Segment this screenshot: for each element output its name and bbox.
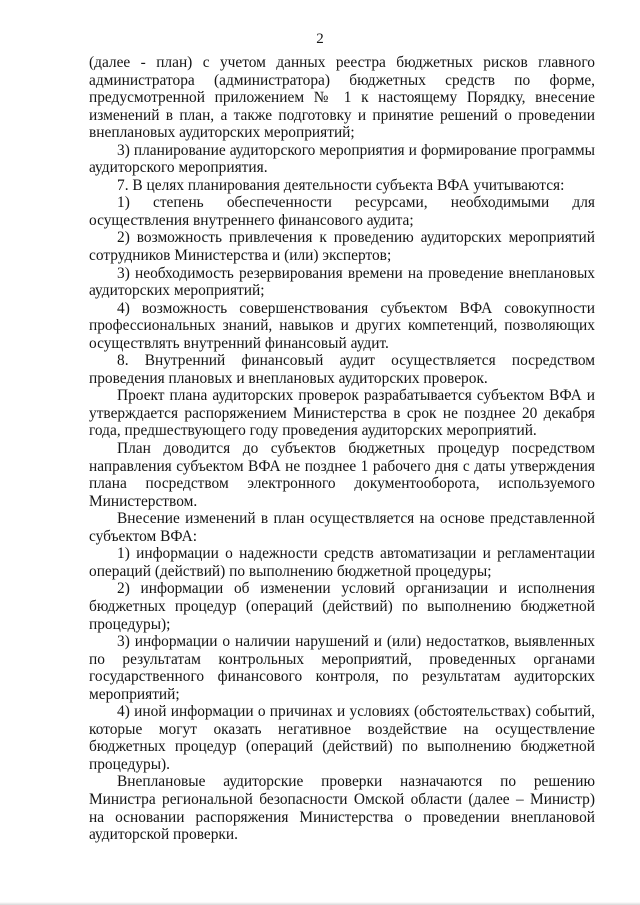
paragraph: 2) возможность привлечения к проведению аудиторских мероприятий сотрудников Министерства и (или) экспертов; bbox=[89, 229, 595, 265]
paragraph: 3) необходимость резервирования времени на проведение внеплановых аудиторских мероприятий; bbox=[89, 264, 595, 300]
paragraph: 3) информации о наличии нарушений и (или) недостатков, выявленных по результатам контрольных мероприятий, проведенных органами государственного финансового контроля, по результатам аудиторских мероприятий; bbox=[89, 633, 595, 703]
paragraph: 4) возможность совершенствования субъектом ВФА совокупности профессиональных знаний, навыков и других компетенций, позволяющих осуществлять внутренний финансовый аудит. bbox=[89, 299, 595, 352]
paragraph: 3) планирование аудиторского мероприятия и формирование программы аудиторского мероприятия. bbox=[89, 141, 595, 177]
paragraph: 2) информации об изменении условий организации и исполнения бюджетных процедур (операций (действий) по выполнению бюджетной процедуры); bbox=[89, 580, 595, 633]
paragraph: Внесение изменений в план осуществляется на основе представленной субъектом ВФА: bbox=[89, 510, 595, 545]
paragraph: 1) степень обеспеченности ресурсами, необходимыми для осуществления внутреннего финансового аудита; bbox=[89, 194, 595, 229]
paragraph: План доводится до субъектов бюджетных процедур посредством направления субъектом ВФА не позднее 1 рабочего дня с даты утверждения плана посредством электронного документооборота, используемого Министерством. bbox=[89, 440, 595, 510]
paragraph: Внеплановые аудиторские проверки назначаются по решению Министра региональной безопасности Омской области (далее – Министр) на основании распоряжения Министерства о проведении внеплановой аудиторской проверки. bbox=[89, 773, 595, 844]
document-body bbox=[89, 54, 595, 844]
page-number: 2 bbox=[316, 31, 324, 47]
paragraph: Проект плана аудиторских проверок разрабатывается субъектом ВФА и утверждается распоряжением Министерства в срок не позднее 20 декабря года, предшествующего году проведения аудиторских мероприятий. bbox=[89, 387, 595, 440]
paragraph: (далее - план) с учетом данных реестра бюджетных рисков главного администратора (администратора) бюджетных средств по форме, предусмотренной приложением № 1 к настоящему Порядку, внесение изменений в план, а также подготовку и принятие решений о проведении внеплановых аудиторских мероприятий; bbox=[89, 54, 595, 142]
paragraph: 8. Внутренний финансовый аудит осуществляется посредством проведения плановых и внеплановых аудиторских проверок. bbox=[89, 352, 595, 387]
paragraph: 4) иной информации о причинах и условиях (обстоятельствах) событий, которые могут оказать негативное воздействие на осуществление бюджетных процедур (операций (действий) по выполнению бюджетной процедуры). bbox=[89, 703, 595, 773]
paragraph: 7. В целях планирования деятельности субъекта ВФА учитываются: bbox=[117, 176, 565, 194]
paragraph: 1) информации о надежности средств автоматизации и регламентации операций (действий) по выполнению бюджетной процедуры; bbox=[89, 545, 595, 580]
